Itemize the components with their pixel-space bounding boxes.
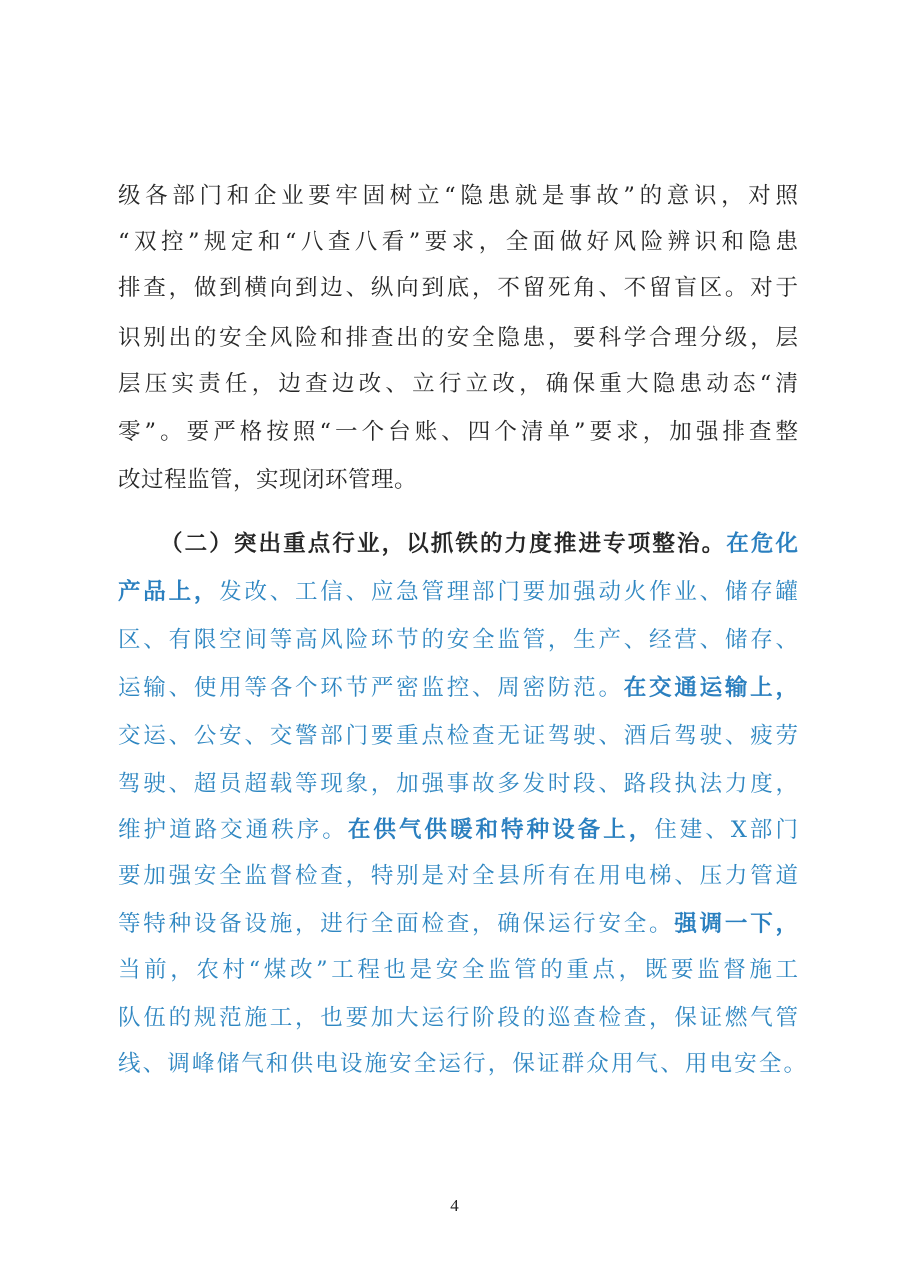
emphasis-transportation: 在交通运输上， [623, 675, 798, 701]
paragraph2-line-10: 当前，农村“煤改”工程也是安全监管的重点，既要监督施工 [118, 957, 798, 983]
paragraph2-line-3: 区、有限空间等高风险环节的安全监管，生产、经营、储存、 [118, 627, 798, 653]
paragraph1-line-7: 改过程监管，实现闭环管理。 [118, 467, 418, 493]
paragraph2-line-4-text: 运输、使用等各个环节严密监控、周密防范。 [118, 675, 624, 701]
paragraph1-line-5: 层压实责任，边查边改、立行立改，确保重大隐患动态“清 [118, 371, 798, 397]
paragraph2-line-1 [160, 524, 798, 564]
emphasis-hazardous-chemicals: 在危化 [726, 531, 798, 557]
emphasis-gas-heating-special-equipment: 在供气供暖和特种设备上， [347, 817, 655, 843]
emphasis-hazardous-chemicals-cont: 产品上， [118, 579, 220, 605]
paragraph2-line-5: 交运、公安、交警部门要重点检查无证驾驶、酒后驾驶、疲劳 [118, 723, 798, 749]
paragraph1-line-2: “双控”规定和“八查八看”要求，全面做好风险辨识和隐患 [118, 229, 798, 255]
paragraph2-line-6: 驾驶、超员超载等现象，加强事故多发时段、路段执法力度， [118, 771, 798, 797]
paragraph2-line-9 [118, 904, 798, 944]
paragraph1-line-4: 识别出的安全风险和排查出的安全隐患，要科学合理分级，层 [118, 325, 798, 351]
section-heading: （二）突出重点行业，以抓铁的力度推进专项整治。 [160, 531, 727, 557]
emphasis-stress-note: 强调一下， [674, 911, 798, 937]
paragraph2-line-7-text-end: 住建、X部门 [654, 817, 798, 843]
paragraph2-line-11: 队伍的规范施工，也要加大运行阶段的巡查检查，保证燃气管 [118, 1005, 798, 1031]
paragraph1-line-3: 排查，做到横向到边、纵向到底，不留死角、不留盲区。对于 [118, 275, 798, 301]
paragraph2-line-9-text: 等特种设备设施，进行全面检查，确保运行安全。 [118, 911, 675, 937]
page-number: 4 [450, 1196, 459, 1215]
paragraph1-line-6: 零”。要严格按照“一个台账、四个清单”要求，加强排查整 [118, 419, 798, 445]
paragraph2-line-12: 线、调峰储气和供电设施安全运行，保证群众用气、用电安全。 [118, 1051, 806, 1077]
paragraph2-line-2-text: 发改、工信、应急管理部门要加强动火作业、储存罐 [219, 579, 798, 605]
paragraph2-line-2 [118, 572, 798, 612]
paragraph1-line-1: 级各部门和企业要牢固树立“隐患就是事故”的意识，对照 [118, 183, 798, 209]
paragraph2-line-8: 要加强安全监督检查，特别是对全县所有在用电梯、压力管道 [118, 863, 798, 889]
paragraph2-line-7 [118, 810, 798, 850]
paragraph2-line-7-text: 维护道路交通秩序。 [118, 817, 348, 843]
paragraph2-line-4 [118, 668, 798, 708]
